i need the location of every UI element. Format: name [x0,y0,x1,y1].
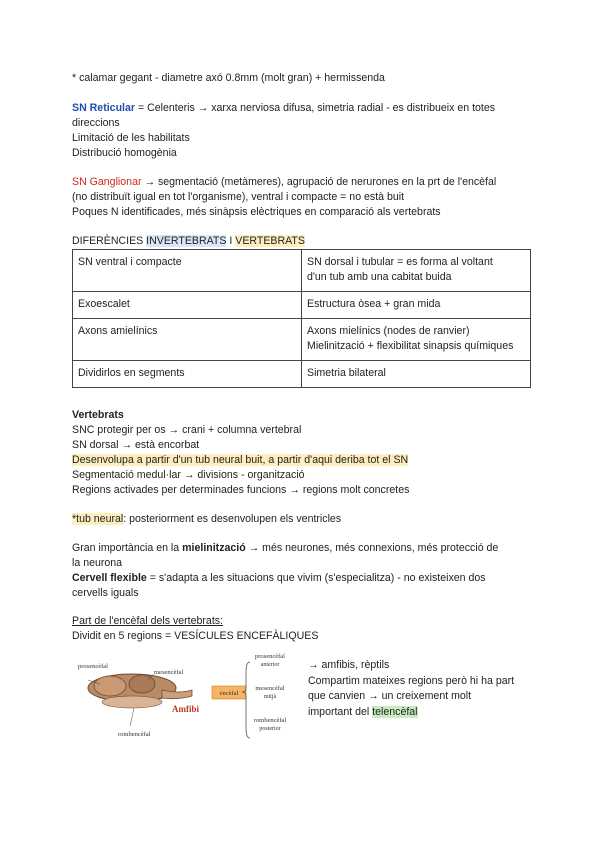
cell-text: d'un tub amb una cabitat buida [307,271,452,283]
tub-neural-desc: : posteriorment es desenvolupen els ventricles [123,513,342,525]
text-span: Gran importància en la [72,542,183,554]
vertebrats-l3 [72,453,408,468]
note-line: → amfibis, rèptils [308,659,390,671]
table-title [72,234,305,249]
table-row [73,250,531,292]
table-cell [73,319,302,361]
table-title-invertebrats: INVERTEBRATS [146,235,227,247]
cell-text: SN dorsal i tubular = es forma al voltant [307,256,493,268]
brain-diagram [70,650,302,750]
diagram-note [308,658,538,720]
cell-text: Simetria bilateral [307,367,386,379]
table-cell [302,319,531,361]
cervell-term: Cervell flexible [72,572,147,584]
text-span: = s'adapta a les situacions que vivim (s'especialitza) - no existeixen dos [146,572,486,584]
table-cell [73,250,302,292]
table-title-prefix: DIFERÈNCIES [72,235,147,247]
note-line: que canvien → un creixement molt [308,690,472,702]
differences-table [72,249,531,388]
intro-line: * calamar gegant - diametre axó 0.8mm (molt gran) + hermissenda [72,72,385,84]
reticular-desc: = Celenteris → xarxa nerviosa difusa, simetria radial - es distribueix en totes [135,102,496,114]
branch-mesencefal: mesencèfal [255,685,285,692]
label-prosencefal: prosencèfal [78,663,108,670]
telencefal-highlight: telencèfal [372,705,418,718]
table-cell [302,292,531,319]
cell-text: SN ventral i compacte [78,256,182,268]
encefal-box-label: encèfal [219,690,239,697]
highlighted-text: Desenvolupa a partir d'un tub neural buit, a partir d'aqui deriba tot el SN [72,454,409,466]
ganglionar-term: SN Ganglionar [72,176,142,188]
mielinitzacio-term: mielinització [182,542,246,554]
mielinitzacio-line [72,541,498,556]
text-span: → més neurones, més connexions, més protecció de [245,542,499,554]
table-cell [302,250,531,292]
cell-text: Mielinització + flexibilitat sinapsis químiques [307,340,514,352]
vertebrats-l4: Segmentació medul·lar → divisions - organització [72,469,305,481]
ganglionar-line2: (no distribuït igual en tot l'organisme), ventral i compacte = no està buit [72,191,405,203]
note-line [308,705,538,721]
label-mesencefal: mesencèfal [154,669,184,676]
reticular-term: SN Reticular [72,102,135,114]
ganglionar-line [72,175,496,190]
table-title-mid: I [226,235,236,247]
vertebrats-l1: SNC protegir per os → crani + columna vertebral [72,424,302,436]
table-row [73,319,531,361]
vertebrats-heading: Vertebrats [72,409,124,421]
branch-rombencefal: rombencèfal [253,717,287,724]
cell-text: Axons mielínics (nodes de ranvier) [307,325,470,337]
table-cell [302,361,531,388]
tub-neural-term: *tub neural [72,513,124,525]
cell-text: Estructura òsea + gran mida [307,298,441,310]
cell-text: Axons amielínics [78,325,158,337]
reticular-line3: Distribució homogènia [72,147,177,159]
tub-neural-line [72,512,341,527]
note-line: Compartim mateixes regions però hi ha part [308,674,515,687]
table-title-vertebrats: VERTEBRATS [235,235,305,247]
table-row [73,361,531,388]
cervell-line [72,571,486,586]
encefal-line: Dividit en 5 regions = VESÍCULES ENCEFÀLIQUES [72,630,319,642]
brace [242,662,250,738]
vertebrats-l5: Regions activades per determinades funcions → regions molt concretes [72,484,410,496]
ganglionar-desc: → segmentació (metàmeres), agrupació de nerurones en la prt de l'encèfal [141,176,497,188]
reticular-cont: direccions [72,117,120,129]
branch-mesencefal-sub: mitjà [263,694,277,700]
ganglionar-line3: Poques N identificades, més sinàpsis elèctriques en comparació als vertebrats [72,206,441,218]
cervell-cont: cervells iguals [72,587,139,599]
vertebrats-l2: SN dorsal → està encorbat [72,439,200,451]
label-rombencefal: rombencèfal [118,731,151,738]
reticular-line [72,101,495,116]
cell-text: Dividirlos en segments [78,367,185,379]
table-cell [73,292,302,319]
reticular-line2: Limitació de les habilitats [72,132,190,144]
table-row [73,292,531,319]
amphibian-brain-image [88,674,192,726]
branch-rombencefal-sub: posterior [259,726,281,732]
mielinitzacio-cont: la neurona [72,557,123,569]
text-span: important del [308,705,373,718]
cell-text: Exoescalet [78,298,130,310]
label-amfibi: Amfibi [172,704,199,714]
branch-prosencefal: prosencèfal [255,653,285,660]
table-cell [73,361,302,388]
branch-prosencefal-sub: anterior [260,662,280,668]
encefal-title: Part de l'encèfal dels vertebrats: [72,615,224,627]
